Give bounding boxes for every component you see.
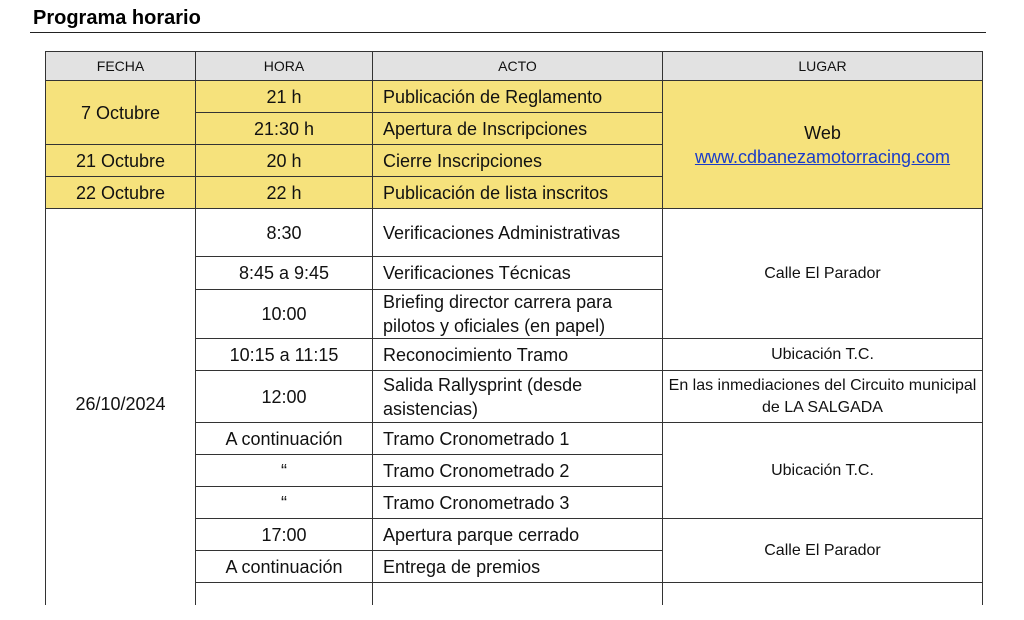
acto-cell: Apertura parque cerrado xyxy=(373,519,663,551)
acto-cell: Apertura de Inscripciones xyxy=(373,113,663,145)
blank-cell xyxy=(373,583,663,605)
hora-cell: 20 h xyxy=(196,145,373,177)
blank-cell xyxy=(196,583,373,605)
header-row xyxy=(46,52,983,81)
web-label: Web xyxy=(804,122,841,143)
schedule-table xyxy=(45,51,983,605)
acto-cell: Publicación de Reglamento xyxy=(373,81,663,113)
date-cell: 21 Octubre xyxy=(46,145,196,177)
acto-cell: Briefing director carrera para pilotos y oficiales (en papel) xyxy=(373,290,663,339)
header-fecha: FECHA xyxy=(46,52,196,81)
acto-cell: Salida Rallysprint (desde asistencias) xyxy=(373,371,663,423)
header-acto: ACTO xyxy=(373,52,663,81)
hora-cell: 22 h xyxy=(196,177,373,209)
acto-cell: Tramo Cronometrado 2 xyxy=(373,455,663,487)
header-hora: HORA xyxy=(196,52,373,81)
lugar-cell: Calle El Parador xyxy=(663,209,983,339)
hora-cell: 21 h xyxy=(196,81,373,113)
lugar-cell: Calle El Parador xyxy=(663,519,983,583)
web-link[interactable]: www.cdbanezamotorracing.com xyxy=(694,146,951,167)
acto-cell: Tramo Cronometrado 3 xyxy=(373,487,663,519)
hora-cell: 10:00 xyxy=(196,290,373,339)
lugar-cell: En las inmediaciones del Circuito municipal de LA SALGADA xyxy=(663,371,983,423)
lugar-cell: Ubicación T.C. xyxy=(663,423,983,519)
table-row xyxy=(46,81,983,113)
acto-cell: Verificaciones Administrativas xyxy=(373,209,663,257)
lugar-cell: Ubicación T.C. xyxy=(663,339,983,371)
acto-cell: Tramo Cronometrado 1 xyxy=(373,423,663,455)
header-lugar: LUGAR xyxy=(663,52,983,81)
date-cell: 7 Octubre xyxy=(46,81,196,145)
lugar-web-cell xyxy=(663,81,983,209)
hora-cell: 8:30 xyxy=(196,209,373,257)
hora-cell: 21:30 h xyxy=(196,113,373,145)
acto-cell: Entrega de premios xyxy=(373,551,663,583)
blank-cell xyxy=(663,583,983,605)
date-cell: 22 Octubre xyxy=(46,177,196,209)
acto-cell: Verificaciones Técnicas xyxy=(373,257,663,290)
hora-cell: 17:00 xyxy=(196,519,373,551)
hora-cell: A continuación xyxy=(196,423,373,455)
date-cell: 26/10/2024 xyxy=(46,209,196,605)
hora-cell: 8:45 a 9:45 xyxy=(196,257,373,290)
title-divider xyxy=(30,32,986,33)
acto-cell: Cierre Inscripciones xyxy=(373,145,663,177)
hora-cell: “ xyxy=(196,487,373,519)
acto-cell: Reconocimiento Tramo xyxy=(373,339,663,371)
hora-cell: “ xyxy=(196,455,373,487)
page-title: Programa horario xyxy=(33,7,201,29)
table-row xyxy=(46,209,983,257)
hora-cell: 10:15 a 11:15 xyxy=(196,339,373,371)
acto-cell: Publicación de lista inscritos xyxy=(373,177,663,209)
hora-cell: A continuación xyxy=(196,551,373,583)
hora-cell: 12:00 xyxy=(196,371,373,423)
